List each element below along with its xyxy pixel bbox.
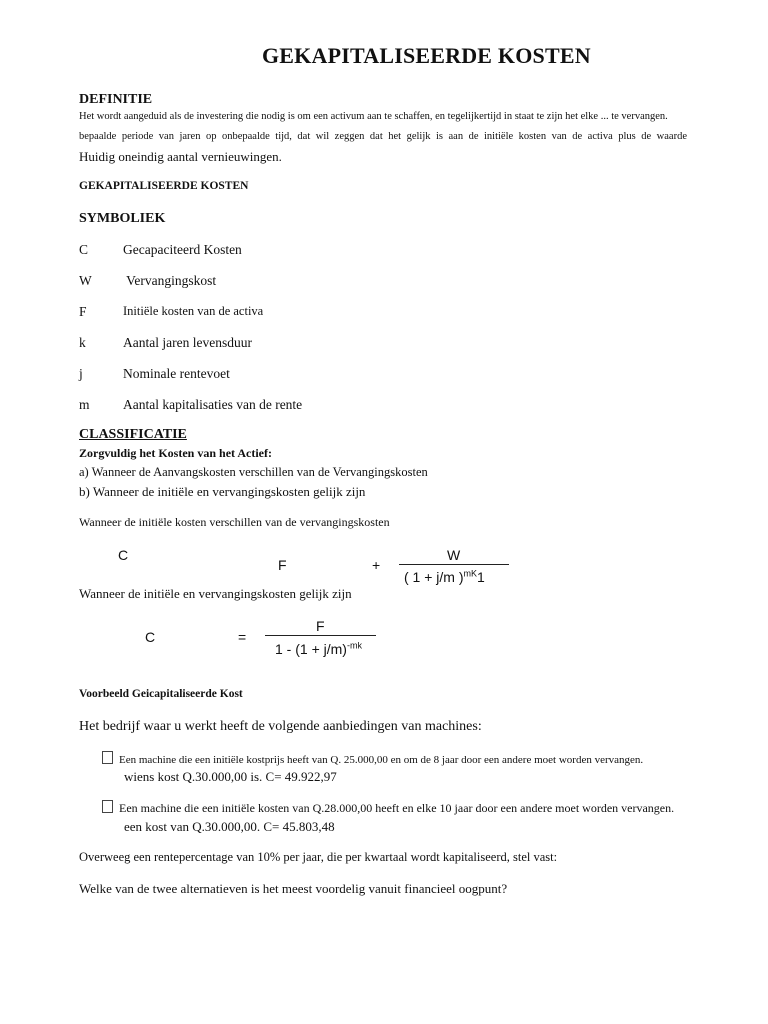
definitie-line-2: bepaalde periode van jaren op onbepaalde tijd, dat wil zeggen dat het gelijk is aan de initiële kosten van de activa plus de waarde (79, 131, 687, 142)
classificatie-b: b) Wanneer de initiële en vervangingskosten gelijk zijn (79, 484, 366, 499)
checkbox-icon (102, 800, 113, 813)
symbol-k-desc: Aantal jaren levensduur (123, 335, 252, 350)
formula-1-numerator: W (447, 547, 461, 563)
formula-1-plus: + (372, 557, 381, 573)
symbol-k: k (79, 335, 86, 350)
symbol-j-desc: Nominale rentevoet (123, 366, 230, 381)
formula-1-denominator: ( 1 + j/m )$^{mK}$1 (404, 568, 485, 585)
definitie-line-3: Huidig oneindig aantal vernieuwingen. (79, 149, 282, 164)
symbol-f: F (79, 304, 87, 319)
page-title: GEKAPITALISEERDE KOSTEN (262, 43, 591, 68)
symbol-m: m (79, 397, 90, 412)
classificatie-heading: CLASSIFICATIE (79, 427, 187, 442)
formula-1-caption: Wanneer de initiële kosten verschillen van de vervangingskosten (79, 515, 390, 529)
formula-2-c: C (145, 629, 156, 645)
classificatie-subheading: Zorgvuldig het Kosten van het Actief: (79, 446, 272, 460)
formula-1-c: C (118, 547, 129, 563)
voorbeeld-bullet-2: Een machine die een initiële kosten van Q.28.000,00 heeft en elke 10 jaar door een andere moet worden vervangen. (102, 800, 674, 816)
definitie-heading: DEFINITIE (79, 92, 153, 107)
formula-2-caption: Wanneer de initiële en vervangingskosten gelijk zijn (79, 586, 352, 601)
definitie-line-1: Het wordt aangeduid als de investering die nodig is om een activum aan te schaffen, en tegelijkertijd in staat te zijn het elke ... te vervangen. (79, 111, 668, 122)
formula-1-f: F (278, 557, 287, 573)
formula-1-fraction-bar (399, 564, 509, 565)
symboliek-heading: SYMBOLIEK (79, 211, 166, 226)
formula-2-fraction-bar (265, 635, 376, 636)
symbol-j: j (79, 366, 83, 381)
voorbeeld-heading: Voorbeeld Geicapitaliseerde Kost (79, 688, 243, 700)
symbol-f-desc: Initiële kosten van de activa (123, 304, 264, 318)
voorbeeld-question: Welke van de twee alternatieven is het meest voordelig vanuit financieel oogpunt? (79, 881, 508, 896)
voorbeeld-bullet-1-cont: wiens kost Q.30.000,00 is. C= 49.922,97 (124, 769, 337, 784)
symbol-c: C (79, 242, 89, 257)
section-subheading: GEKAPITALISEERDE KOSTEN (79, 180, 249, 192)
symbol-w: W (79, 273, 92, 288)
formula-2-eq: = (238, 629, 247, 645)
voorbeeld-bullet-1: Een machine die een initiële kostprijs heeft van Q. 25.000,00 en om de 8 jaar door een andere moet worden vervangen. (102, 751, 643, 766)
formula-2-numerator: F (316, 618, 325, 634)
formula-2-denominator: $1 - (1 + j/m)^{-mk}$ (275, 640, 362, 657)
checkbox-icon (102, 751, 113, 764)
symbol-c-desc: Gecapaciteerd Kosten (123, 242, 242, 257)
symbol-w-desc: Vervangingskost (123, 273, 217, 288)
voorbeeld-intro: Het bedrijf waar u werkt heeft de volgende aanbiedingen van machines: (79, 719, 482, 734)
symbol-m-desc: Aantal kapitalisaties van de rente (123, 397, 303, 412)
classificatie-a: a) Wanneer de Aanvangskosten verschillen van de Vervangingskosten (79, 465, 428, 479)
voorbeeld-bullet-2-cont: een kost van Q.30.000,00. C= 45.803,48 (124, 819, 335, 834)
voorbeeld-rate: Overweeg een rentepercentage van 10% per jaar, die per kwartaal wordt kapitaliseerd, stel vast: (79, 850, 558, 864)
